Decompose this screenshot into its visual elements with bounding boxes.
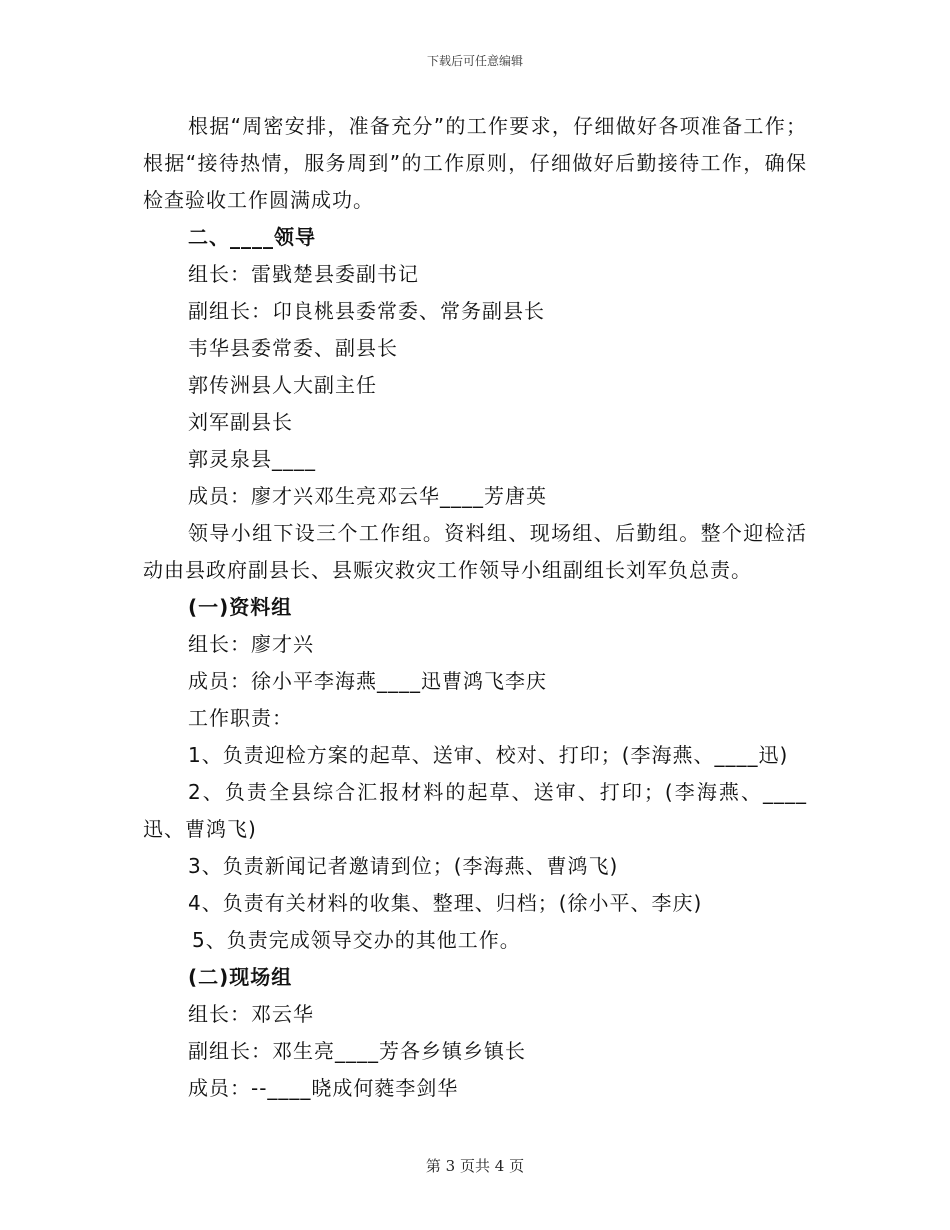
page-number: 第 3 页共 4 页 bbox=[425, 1157, 525, 1175]
header-note: 下载后可任意编辑 bbox=[426, 54, 523, 68]
duty-item: 4、负责有关材料的收集、整理、归档；(徐小平、李庆) bbox=[188, 891, 703, 915]
onsite-deputy-line: 副组长：邓生亮____芳各乡镇乡镇长 bbox=[188, 1039, 526, 1063]
leader-line: 组长：雷戥楚县委副书记 bbox=[188, 262, 419, 286]
document-body bbox=[143, 108, 807, 1107]
duty-item: 3、负责新闻记者邀请到位；(李海燕、曹鸿飞) bbox=[188, 854, 619, 878]
duty-item: 1、负责迎检方案的起草、送审、校对、打印；(李海燕、____迅) bbox=[188, 743, 789, 767]
onsite-leader-line: 组长：邓云华 bbox=[188, 1002, 314, 1026]
intro-paragraph: 根据“周密安排，准备充分”的工作要求，仔细做好各项准备工作；根据“接待热情，服务周到”的工作原则，仔细做好后勤接待工作，确保检查验收工作圆满成功。 bbox=[143, 114, 807, 212]
materials-leader-line: 组长：廖才兴 bbox=[188, 632, 314, 656]
deputy-leader-line: 郭灵泉县____ bbox=[188, 447, 316, 471]
deputy-leader-line: 刘军副县长 bbox=[188, 410, 293, 434]
duties-label: 工作职责： bbox=[188, 706, 293, 730]
groups-paragraph: 领导小组下设三个工作组。资料组、现场组、后勤组。整个迎检活动由县政府副县长、县赈灾救灾工作领导小组副组长刘军负总责。 bbox=[143, 521, 807, 582]
section-heading-onsite: (二)现场组 bbox=[188, 965, 293, 989]
members-line: 成员：廖才兴邓生亮邓云华____芳唐英 bbox=[188, 484, 547, 508]
deputy-leader-line: 韦华县委常委、副县长 bbox=[188, 336, 398, 360]
duty-item: 2、负责全县综合汇报材料的起草、送审、打印；(李海燕、____迅、曹鸿飞) bbox=[143, 780, 807, 841]
section-heading-leadership: 二、____领导 bbox=[188, 225, 316, 249]
materials-members-line: 成员：徐小平李海燕____迅曹鸿飞李庆 bbox=[188, 669, 547, 693]
deputy-leader-line: 副组长：卬良桃县委常委、常务副县长 bbox=[188, 299, 545, 323]
deputy-leader-line: 郭传洲县人大副主任 bbox=[188, 373, 377, 397]
duty-item: 5、负责完成领导交办的其他工作。 bbox=[192, 928, 521, 952]
section-heading-materials: (一)资料组 bbox=[188, 595, 293, 619]
onsite-members-line: 成员：--____晓成何蕤李剑华 bbox=[188, 1076, 459, 1100]
